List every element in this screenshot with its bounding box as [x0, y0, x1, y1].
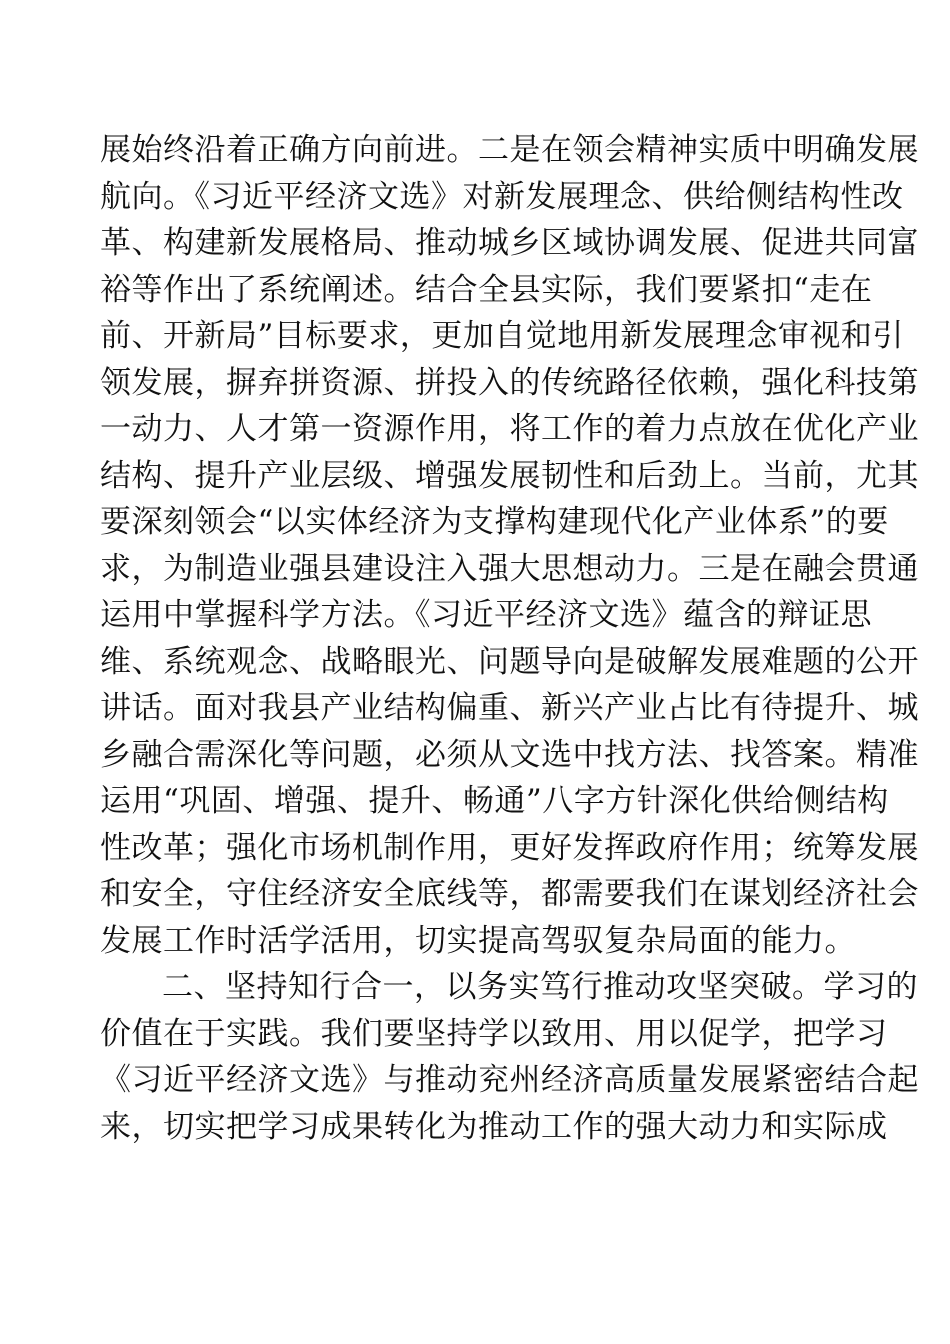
text-line: 维、系统观念、战略眼光、问题导向是破解发展难题的公开 — [100, 643, 919, 680]
text-line: 二、坚持知行合一，以务实笃行推动攻坚突破。学习的 — [162, 969, 918, 1005]
text-line: 裕等作出了系统阐述。结合全县实际，我们要紧扣“走在 — [100, 271, 873, 308]
text-line: 结构、提升产业层级、增强发展韧性和后劲上。当前，尤其 — [100, 457, 919, 494]
text-line: 前、开新局”目标要求，更加自觉地用新发展理念审视和引 — [100, 318, 904, 354]
text-line: 讲话。面对我县产业结构偏重、新兴产业占比有待提升、城 — [100, 690, 919, 726]
text-line: 展始终沿着正确方向前进。二是在领会精神实质中明确发展 — [100, 132, 919, 168]
text-line: 一动力、人才第一资源作用，将工作的着力点放在优化产业 — [100, 411, 919, 447]
text-line: 和安全，守住经济安全底线等，都需要我们在谋划经济社会 — [100, 876, 919, 912]
text-line: 航向。《习近平经济文选》对新发展理念、供给侧结构性改 — [100, 178, 904, 215]
text-line: 来，切实把学习成果转化为推动工作的强大动力和实际成 — [100, 1108, 888, 1145]
text-line: 运用“巩固、增强、提升、畅通”八字方针深化供给侧结构 — [100, 783, 889, 819]
text-line: 性改革；强化市场机制作用，更好发挥政府作用；统筹发展 — [100, 829, 919, 866]
text-line: 价值在于实践。我们要坚持学以致用、用以促学，把学习 — [100, 1015, 888, 1052]
paragraph — [100, 964, 919, 1150]
text-line: 《习近平经济文选》与推动兖州经济高质量发展紧密结合起 — [100, 1062, 919, 1098]
text-line: 求，为制造业强县建设注入强大思想动力。三是在融会贯通 — [100, 550, 919, 587]
text-line: 发展工作时活学活用，切实提高驾驭复杂局面的能力。 — [100, 922, 856, 959]
text-line: 乡融合需深化等问题，必须从文选中找方法、找答案。精准 — [100, 736, 919, 773]
paragraph — [100, 127, 919, 964]
text-line: 要深刻领会“以实体经济为支撑构建现代化产业体系”的要 — [100, 504, 889, 540]
text-line: 领发展，摒弃拼资源、拼投入的传统路径依赖，强化科技第 — [100, 364, 919, 401]
text-line: 革、构建新发展格局、推动城乡区域协调发展、促进共同富 — [100, 225, 919, 261]
text-line: 运用中掌握科学方法。《习近平经济文选》蕴含的辩证思 — [100, 597, 872, 633]
body-text — [100, 127, 919, 1150]
